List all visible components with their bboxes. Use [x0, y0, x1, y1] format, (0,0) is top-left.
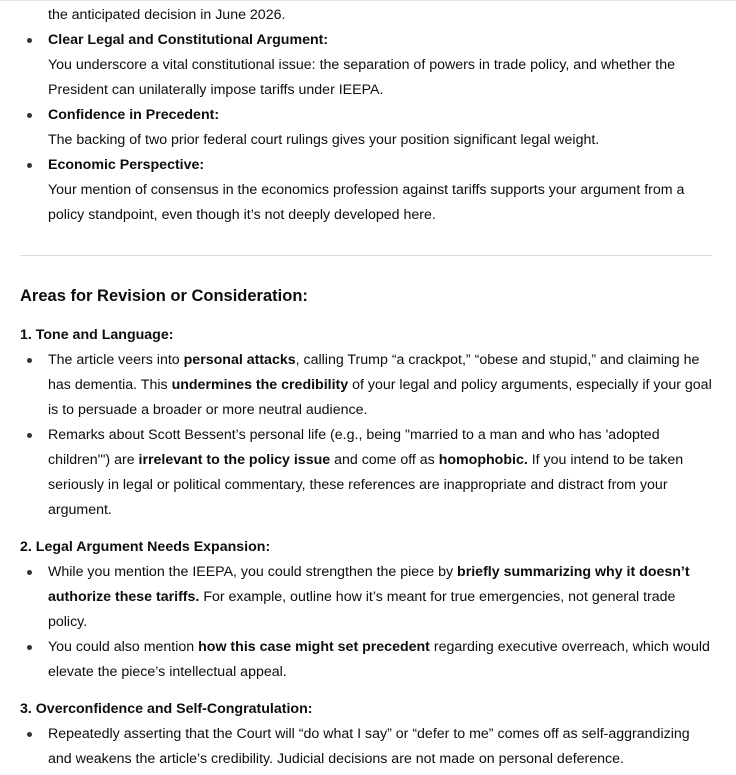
- strength-title: Clear Legal and Constitutional Argument:: [48, 32, 329, 48]
- body-text: For example, outline how it’s meant for true emergencies, not general trade policy.: [48, 589, 676, 630]
- emphasis-text: briefly summarizing why it doesn’t authorize these tariffs.: [48, 564, 690, 605]
- bullet-icon: [27, 38, 32, 43]
- body-text: Repeatedly asserting that the Court will “do what I say” or “defer to me” comes off as self-aggrandizing and weakens the article’s credibility. Judicial decisions are not made on personal deference.: [48, 726, 690, 767]
- section-bullet-list: [20, 560, 712, 685]
- strength-item: [20, 28, 712, 103]
- emphasis-text: undermines the credibility: [171, 377, 349, 393]
- emphasis-text: how this case might set precedent: [198, 639, 430, 655]
- continuation-text: the anticipated decision in June 2026.: [48, 7, 286, 23]
- revision-section: [20, 697, 712, 772]
- emphasis-text: personal attacks: [183, 352, 296, 368]
- strength-title: Confidence in Precedent:: [48, 107, 220, 123]
- section-title: 1. Tone and Language:: [20, 327, 174, 343]
- body-text: and come off as: [330, 452, 439, 468]
- bullet-icon: [27, 433, 32, 438]
- section-bullet-item: [20, 722, 712, 772]
- body-text: You could also mention: [48, 639, 199, 655]
- revision-sections: [20, 323, 712, 772]
- bullet-icon: [27, 645, 32, 650]
- strengths-list: [20, 28, 712, 228]
- chat-message-content: [20, 3, 712, 772]
- body-text: Remarks about Scott Bessent’s personal life (e.g., being "married to a man and who has 'adopted children'") are: [48, 427, 660, 468]
- body-text: While you mention the IEEPA, you could strengthen the piece by: [48, 564, 458, 580]
- bullet-icon: [27, 570, 32, 575]
- emphasis-text: homophobic.: [438, 452, 528, 468]
- bullet-icon: [27, 113, 32, 118]
- body-text: If you intend to be taken seriously in legal or political commentary, these references are inappropriate and distract from your argument.: [48, 452, 684, 518]
- strength-text: You underscore a vital constitutional issue: the separation of powers in trade policy, and whether the President can unilaterally impose tariffs under IEEPA.: [48, 57, 675, 98]
- body-text: of your legal and policy arguments, especially if your goal is to persuade a broader or more neutral audience.: [48, 377, 712, 418]
- bullet-icon: [27, 732, 32, 737]
- emphasis-text: irrelevant to the policy issue: [138, 452, 331, 468]
- strength-text: Your mention of consensus in the economics profession against tariffs supports your argument from a policy standpoint, even though it’s not deeply developed here.: [48, 182, 685, 223]
- section-divider: [20, 255, 712, 256]
- body-text: , calling Trump “a crackpot,” “obese and stupid,” and claiming he has dementia. This: [48, 352, 700, 393]
- bullet-icon: [27, 358, 32, 363]
- section-title: 2. Legal Argument Needs Expansion:: [20, 539, 271, 555]
- strength-title: Economic Perspective:: [48, 157, 205, 173]
- body-text: regarding executive overreach, which would elevate the piece’s intellectual appeal.: [48, 639, 710, 680]
- bullet-icon: [27, 163, 32, 168]
- strength-text: The backing of two prior federal court rulings gives your position significant legal weight.: [48, 132, 600, 148]
- section-bullet-list: [20, 722, 712, 772]
- section-bullet-list: [20, 348, 712, 523]
- top-border: [0, 0, 736, 1]
- revision-section: [20, 323, 712, 523]
- body-text: The article veers into: [48, 352, 184, 368]
- revision-section: [20, 535, 712, 685]
- strength-item: [20, 103, 712, 153]
- section-bullet-item: [20, 423, 712, 523]
- strength-item: [20, 153, 712, 228]
- section-bullet-item: [20, 635, 712, 685]
- revision-heading: Areas for Revision or Consideration:: [20, 287, 308, 305]
- section-bullet-item: [20, 348, 712, 423]
- section-bullet-item: [20, 560, 712, 635]
- section-title: 3. Overconfidence and Self-Congratulation:: [20, 701, 313, 717]
